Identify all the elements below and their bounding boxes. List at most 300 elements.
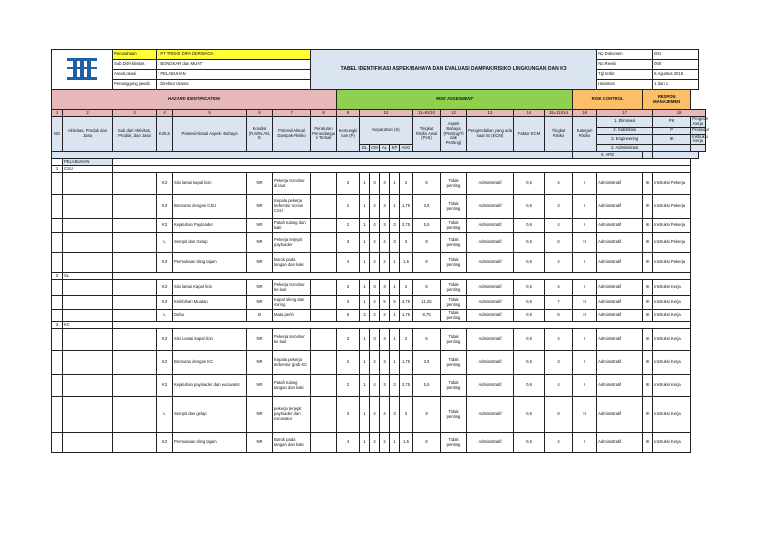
keparahan-dl-cell: 2 bbox=[360, 310, 370, 322]
col-header-peraturan: Peraturan Perundanga n Terkait bbox=[311, 117, 337, 152]
col-header-pengendalian: Pengendalian yang ada saat ini (ECM) bbox=[467, 117, 514, 152]
aspek-cell: Tidak penting bbox=[441, 173, 467, 195]
k3ls-cell: K3 bbox=[157, 351, 173, 375]
respon-code: PK bbox=[653, 117, 691, 128]
empty-cell bbox=[113, 253, 157, 273]
keparahan-cm-cell: 3 bbox=[370, 173, 380, 195]
col-number: 10 bbox=[360, 110, 413, 117]
k3ls-cell: L bbox=[157, 310, 173, 322]
respon-code-cell: IK bbox=[643, 195, 653, 219]
hazard-cell: Debu bbox=[173, 310, 247, 322]
pengendalian-cell: Administratif bbox=[467, 397, 514, 433]
tingkat-awal-cell: 6 bbox=[413, 173, 441, 195]
empty-cell bbox=[52, 433, 63, 453]
respon-code: IK bbox=[653, 134, 691, 145]
empty-cell bbox=[52, 397, 63, 433]
dampak-cell: Mata perih bbox=[273, 310, 311, 322]
keparahan-cm-cell: 2 bbox=[370, 310, 380, 322]
pengendalian-cell: Administratif bbox=[467, 253, 514, 273]
empty-cell bbox=[52, 375, 63, 397]
col-header-tingkat-risiko: Tingkat Risiko bbox=[545, 117, 573, 152]
tingkat-risiko-cell: 4 bbox=[545, 219, 573, 233]
respon-label: Prosedur bbox=[692, 127, 710, 133]
empty-cell bbox=[52, 351, 63, 375]
tingkat-risiko-cell: 3 bbox=[545, 351, 573, 375]
pengendalian-cell: Administratif bbox=[467, 351, 514, 375]
kondisi-cell: NR bbox=[247, 253, 273, 273]
peraturan-cell bbox=[311, 195, 337, 219]
empty-cell bbox=[63, 280, 113, 296]
respon-cell: Instruksi Kerja bbox=[653, 375, 691, 397]
kategori-cell: I bbox=[573, 280, 597, 296]
empty-cell bbox=[63, 375, 113, 397]
kategori-cell: II bbox=[573, 397, 597, 433]
faktor-ecm-cell: 0,6 bbox=[514, 310, 545, 322]
hazard-cell: Sisi lantai kapal licin bbox=[173, 173, 247, 195]
kemungkinan-cell: 3 bbox=[337, 397, 360, 433]
col-number: 5 bbox=[173, 110, 247, 117]
table-row bbox=[52, 173, 706, 195]
table-row bbox=[52, 433, 706, 453]
section-name: CSU bbox=[63, 166, 113, 173]
control-item: 5. APD bbox=[573, 152, 643, 159]
empty-cell bbox=[113, 219, 157, 233]
control-item: 2. Substitusi bbox=[597, 127, 653, 134]
respon-code-cell: IK bbox=[643, 173, 653, 195]
respon-code-cell: IK bbox=[643, 351, 653, 375]
tingkat-risiko-cell: 4 bbox=[545, 280, 573, 296]
tingkat-risiko-cell: 4 bbox=[545, 253, 573, 273]
faktor-ecm-cell: 0,6 bbox=[514, 195, 545, 219]
respon-cell: Instruksi Kerja bbox=[653, 433, 691, 453]
k3ls-cell: L bbox=[157, 397, 173, 433]
pengendalian-cell: Administratif bbox=[467, 375, 514, 397]
table-row bbox=[52, 296, 706, 310]
empty-cell bbox=[113, 159, 691, 166]
empty-cell bbox=[52, 173, 63, 195]
keparahan-dl-cell: 1 bbox=[360, 280, 370, 296]
dampak-cell: Pekerja terjepit payloader bbox=[273, 233, 311, 253]
col-header-faktor-ecm: Faktor ECM bbox=[514, 117, 545, 152]
empty-cell bbox=[113, 195, 157, 219]
col-header-kategori: Kategori Risiko bbox=[573, 117, 597, 152]
doc-meta-label: No.Revisi bbox=[597, 60, 653, 70]
dampak-cell: pekerja terjepit payloader dan excavator bbox=[273, 397, 311, 433]
section-row bbox=[52, 273, 706, 280]
col-number: 2 bbox=[63, 110, 113, 117]
tingkat-awal-cell: 6 bbox=[413, 280, 441, 296]
dampak-cell: Patah tulang dan kaki bbox=[273, 219, 311, 233]
peraturan-cell bbox=[311, 329, 337, 351]
hazard-cell: Benturan dengan KC bbox=[173, 351, 247, 375]
kategori-cell: I bbox=[573, 219, 597, 233]
keparahan-avg-cell: 1,75 bbox=[400, 195, 413, 219]
faktor-ecm-cell: 0,6 bbox=[514, 280, 545, 296]
dampak-cell: Kepala pekerja terbentur screw CSU bbox=[273, 195, 311, 219]
keparahan-cm-cell: 4 bbox=[370, 296, 380, 310]
kategori-cell: I bbox=[573, 375, 597, 397]
col-header-kondisi: Kondisi (R,M/N,AN, E bbox=[247, 117, 273, 152]
kemungkinan-cell: 4 bbox=[337, 253, 360, 273]
empty-cell bbox=[52, 219, 63, 233]
kemungkinan-cell: 2 bbox=[337, 219, 360, 233]
faktor-ecm-cell: 0,6 bbox=[514, 351, 545, 375]
k3ls-cell: K3 bbox=[157, 219, 173, 233]
hazard-cell: Kejatuhan Payloader bbox=[173, 219, 247, 233]
hazard-cell: Sempit dan Gelap bbox=[173, 233, 247, 253]
empty-cell bbox=[52, 310, 63, 322]
table-row bbox=[52, 219, 706, 233]
aspek-cell: Tidak penting bbox=[441, 433, 467, 453]
empty-cell bbox=[52, 195, 63, 219]
keparahan-dl-cell: 1 bbox=[360, 233, 370, 253]
empty-cell bbox=[63, 329, 113, 351]
col-header-dampak: Potensi/Aktual Dampak-Risiko bbox=[273, 117, 311, 152]
company-value: : PELABUHAN bbox=[157, 70, 311, 80]
empty-cell bbox=[113, 280, 157, 296]
kategori-cell: II bbox=[573, 310, 597, 322]
kondisi-cell: NR bbox=[247, 296, 273, 310]
empty-cell bbox=[52, 253, 63, 273]
kondisi-cell: NR bbox=[247, 195, 273, 219]
respon-code bbox=[643, 152, 653, 159]
column-number-row bbox=[52, 110, 706, 117]
hazard-cell: Sisi Lantai kapal licin bbox=[173, 329, 247, 351]
keparahan-al-cell: 3 bbox=[380, 219, 390, 233]
tingkat-awal-cell: 6 bbox=[413, 433, 441, 453]
kemungkinan-cell: 3 bbox=[337, 329, 360, 351]
tingkat-risiko-cell: 7 bbox=[545, 296, 573, 310]
col-header-sub-aktivitas: Sub dari Aktivitas, Produk, dan Jasa bbox=[113, 117, 157, 152]
keparahan-al-cell: 2 bbox=[380, 310, 390, 322]
keparahan-al-cell: 3 bbox=[380, 173, 390, 195]
keparahan-sub: DL bbox=[360, 145, 370, 152]
control-item: 4. Administrasi bbox=[597, 145, 653, 152]
respon-cell: Instruksi Pekerja bbox=[653, 173, 691, 195]
table-row bbox=[52, 253, 706, 273]
empty-cell bbox=[113, 273, 691, 280]
pengendalian-cell: Administratif bbox=[467, 219, 514, 233]
hazard-cell: Benturan dengan CSU bbox=[173, 195, 247, 219]
respon-label bbox=[691, 145, 706, 152]
faktor-ecm-cell: 0,6 bbox=[514, 329, 545, 351]
dampak-cell: Pekerja tercebur di laut bbox=[273, 173, 311, 195]
respon-code bbox=[653, 145, 691, 152]
doc-meta-label: Halaman bbox=[597, 80, 653, 90]
respon-code-cell: IK bbox=[643, 280, 653, 296]
keparahan-kp-cell: 5 bbox=[390, 296, 400, 310]
header-spacer bbox=[52, 152, 573, 159]
k3ls-cell: K3 bbox=[157, 195, 173, 219]
aspek-cell: Tidak penting bbox=[441, 233, 467, 253]
tingkat-risiko-cell: 4 bbox=[545, 173, 573, 195]
col-number: 3 bbox=[113, 110, 157, 117]
keparahan-sub: AVG bbox=[400, 145, 413, 152]
tingkat-awal-cell: 5,5 bbox=[413, 375, 441, 397]
keparahan-cm-cell: 4 bbox=[370, 219, 380, 233]
respon-cell: Instruksi Pekerja bbox=[653, 233, 691, 253]
kategori-cell: I bbox=[573, 351, 597, 375]
keparahan-al-cell: 3 bbox=[380, 351, 390, 375]
kondisi-cell: NR bbox=[247, 173, 273, 195]
aspek-cell: Tidak penting bbox=[441, 329, 467, 351]
col-header-kemungkinan: Kemungki nan (P) bbox=[337, 117, 360, 152]
aspek-cell: Tidak penting bbox=[441, 375, 467, 397]
kondisi-cell: NR bbox=[247, 329, 273, 351]
tingkat-awal-cell: 6 bbox=[413, 329, 441, 351]
keparahan-avg-cell: 3 bbox=[400, 397, 413, 433]
k3ls-cell: K3 bbox=[157, 375, 173, 397]
keparahan-cm-cell: 4 bbox=[370, 375, 380, 397]
section-number: 2 bbox=[52, 273, 63, 280]
empty-cell bbox=[52, 280, 63, 296]
empty-cell bbox=[113, 233, 157, 253]
faktor-ecm-cell: 0,6 bbox=[514, 375, 545, 397]
col-header-aktivitas: Aktivitas, Produk dan Jasa bbox=[63, 117, 113, 152]
empty-cell bbox=[63, 310, 113, 322]
keparahan-avg-cell: 2 bbox=[400, 280, 413, 296]
kemungkinan-cell: 2 bbox=[337, 375, 360, 397]
risk-control-cell: Administratif bbox=[597, 433, 643, 453]
kemungkinan-cell: 3 bbox=[337, 233, 360, 253]
aspek-cell: Tidak penting bbox=[441, 253, 467, 273]
aspek-cell: Tidak penting bbox=[441, 351, 467, 375]
hira-sheet bbox=[51, 49, 710, 453]
risk-control-cell: Administratif bbox=[597, 296, 643, 310]
respon-code-cell: IK bbox=[643, 253, 653, 273]
keparahan-cm-cell: 2 bbox=[370, 195, 380, 219]
keparahan-avg-cell: 2,75 bbox=[400, 219, 413, 233]
kategori-cell: I bbox=[573, 195, 597, 219]
table-row bbox=[52, 195, 706, 219]
keparahan-kp-cell: 1 bbox=[390, 195, 400, 219]
col-number: 7 bbox=[273, 110, 311, 117]
keparahan-dl-cell: 1 bbox=[360, 173, 370, 195]
k3ls-cell: K3 bbox=[157, 296, 173, 310]
peraturan-cell bbox=[311, 433, 337, 453]
k3ls-cell: K3 bbox=[157, 173, 173, 195]
col-number: 4 bbox=[157, 110, 173, 117]
risk-control-cell: Administratif bbox=[597, 195, 643, 219]
tingkat-awal-cell: 3,5 bbox=[413, 351, 441, 375]
keparahan-dl-cell: 1 bbox=[360, 253, 370, 273]
empty-cell bbox=[52, 329, 63, 351]
table-row bbox=[52, 351, 706, 375]
company-logo-icon bbox=[65, 54, 99, 84]
keparahan-kp-cell: 1 bbox=[390, 280, 400, 296]
col-number: 16 bbox=[573, 110, 597, 117]
keparahan-cm-cell: 3 bbox=[370, 280, 380, 296]
empty-cell bbox=[63, 219, 113, 233]
pengendalian-cell: Administratif bbox=[467, 296, 514, 310]
respon-cell: Instruksi Pekerja bbox=[653, 195, 691, 219]
empty-cell bbox=[113, 173, 157, 195]
keparahan-sub: AL bbox=[380, 145, 390, 152]
col-header-aspek: Aspek Bahaya (Penting/Ti dak Penting) bbox=[441, 117, 467, 152]
kemungkinan-cell: 5 bbox=[337, 310, 360, 322]
col-number: 17 bbox=[597, 110, 653, 117]
faktor-ecm-cell: 0,6 bbox=[514, 296, 545, 310]
company-label: Area/Lokasi bbox=[113, 70, 157, 80]
respon-label: Program Kerja bbox=[692, 116, 709, 126]
risk-control-cell: Administratif bbox=[597, 310, 643, 322]
dampak-cell: Borok pada tangan dan kaki bbox=[273, 253, 311, 273]
peraturan-cell bbox=[311, 280, 337, 296]
hira-body bbox=[52, 159, 706, 453]
col-number: 11=9X10 bbox=[413, 110, 441, 117]
dampak-cell: Borok pada tangan dan kaki bbox=[273, 433, 311, 453]
empty-cell bbox=[113, 351, 157, 375]
pengendalian-cell: Administratif bbox=[467, 233, 514, 253]
keparahan-al-cell: 3 bbox=[380, 280, 390, 296]
kemungkinan-cell: 3 bbox=[337, 173, 360, 195]
keparahan-cm-cell: 2 bbox=[370, 351, 380, 375]
risk-control-cell: Administratif bbox=[597, 280, 643, 296]
keparahan-dl-cell: 1 bbox=[360, 329, 370, 351]
tingkat-awal-cell: 8,75 bbox=[413, 310, 441, 322]
risk-control-cell: Administratif bbox=[597, 397, 643, 433]
kategori-cell: I bbox=[573, 433, 597, 453]
kemungkinan-cell: 4 bbox=[337, 433, 360, 453]
doc-meta-value: 001 bbox=[653, 50, 698, 60]
keparahan-cm-cell: 2 bbox=[370, 433, 380, 453]
risk-control-band: RISK CONTROL bbox=[573, 90, 643, 110]
tingkat-risiko-cell: 6 bbox=[545, 233, 573, 253]
col-number: 14 bbox=[514, 110, 545, 117]
risk-assessment-band: RISK ASSESMENT bbox=[337, 90, 573, 110]
peraturan-cell bbox=[311, 296, 337, 310]
respon-code: P bbox=[653, 127, 691, 134]
respon-cell: Instruksi Kerja bbox=[653, 329, 691, 351]
respon-code-cell: IK bbox=[643, 310, 653, 322]
col-number: 12 bbox=[441, 110, 467, 117]
keparahan-cm-cell: 4 bbox=[370, 233, 380, 253]
tingkat-awal-cell: 11,25 bbox=[413, 296, 441, 310]
peraturan-cell bbox=[311, 233, 337, 253]
keparahan-kp-cell: 1 bbox=[390, 310, 400, 322]
respon-code-cell: IK bbox=[643, 397, 653, 433]
risk-control-cell: Administratif bbox=[597, 351, 643, 375]
empty-cell bbox=[113, 166, 691, 173]
empty-cell bbox=[52, 233, 63, 253]
col-number: 1 bbox=[52, 110, 63, 117]
tingkat-risiko-cell: 4 bbox=[545, 375, 573, 397]
tingkat-awal-cell: 3,5 bbox=[413, 195, 441, 219]
doc-meta-value: 6 Agustus 2018 bbox=[653, 70, 698, 80]
keparahan-avg-cell: 3,75 bbox=[400, 296, 413, 310]
tingkat-awal-cell: 6 bbox=[413, 253, 441, 273]
section-number: 3 bbox=[52, 322, 63, 329]
col-number: 6 bbox=[247, 110, 273, 117]
keparahan-dl-cell: 1 bbox=[360, 351, 370, 375]
empty-cell bbox=[113, 329, 157, 351]
keparahan-dl-cell: 1 bbox=[360, 433, 370, 453]
company-label: Sub.Dit/Aktivitas bbox=[113, 60, 157, 70]
table-row bbox=[52, 280, 706, 296]
tingkat-awal-cell: 9 bbox=[413, 397, 441, 433]
activity-row bbox=[52, 159, 706, 166]
kondisi-cell: NR bbox=[247, 280, 273, 296]
respon-label bbox=[653, 152, 698, 159]
aspek-cell: Tidak penting bbox=[441, 195, 467, 219]
keparahan-dl-cell: 1 bbox=[360, 397, 370, 433]
keparahan-kp-cell: 3 bbox=[390, 375, 400, 397]
kondisi-cell: B bbox=[247, 310, 273, 322]
tingkat-risiko-cell: 6 bbox=[545, 310, 573, 322]
table-row bbox=[52, 375, 706, 397]
keparahan-al-cell: 4 bbox=[380, 233, 390, 253]
keparahan-al-cell: 3 bbox=[380, 195, 390, 219]
pengendalian-cell: Administratif bbox=[467, 195, 514, 219]
kondisi-cell: NR bbox=[247, 433, 273, 453]
faktor-ecm-cell: 0,6 bbox=[514, 233, 545, 253]
col-header-keparahan: Keparahan (S) bbox=[360, 117, 413, 145]
keparahan-al-cell: 4 bbox=[380, 397, 390, 433]
pengendalian-cell: Administratif bbox=[467, 280, 514, 296]
respon-cell: Instruksi Kerja bbox=[653, 310, 691, 322]
respon-code-cell: IK bbox=[643, 329, 653, 351]
empty-cell bbox=[113, 296, 157, 310]
empty-cell bbox=[63, 296, 113, 310]
keparahan-al-cell: 3 bbox=[380, 329, 390, 351]
section-name: SL bbox=[63, 273, 113, 280]
kondisi-cell: NR bbox=[247, 351, 273, 375]
keparahan-avg-cell: 2 bbox=[400, 173, 413, 195]
tingkat-risiko-cell: 6 bbox=[545, 397, 573, 433]
kondisi-cell: NR bbox=[247, 233, 273, 253]
empty-cell bbox=[63, 351, 113, 375]
respon-cell: Instruksi Kerja bbox=[653, 296, 691, 310]
kemungkinan-cell: 3 bbox=[337, 280, 360, 296]
faktor-ecm-cell: 0,6 bbox=[514, 219, 545, 233]
risk-control-cell: Administratif bbox=[597, 375, 643, 397]
dampak-cell: Patah tulang tangan dan kaki bbox=[273, 375, 311, 397]
col-number: 8 bbox=[311, 110, 337, 117]
empty-cell bbox=[63, 173, 113, 195]
kondisi-cell: NR bbox=[247, 375, 273, 397]
table-row bbox=[52, 397, 706, 433]
empty-cell bbox=[63, 433, 113, 453]
doc-meta-label: No Dokumen bbox=[597, 50, 653, 60]
respon-cell: Instruksi Pekerja bbox=[653, 253, 691, 273]
empty-cell bbox=[52, 296, 63, 310]
k3ls-cell: K3 bbox=[157, 253, 173, 273]
table-row bbox=[52, 329, 706, 351]
hazard-cell: Kejatuhan payloader dan excavator bbox=[173, 375, 247, 397]
activity-label: PELABUHAN bbox=[63, 159, 113, 166]
respon-code-cell: IK bbox=[643, 219, 653, 233]
kemungkinan-cell: 2 bbox=[337, 195, 360, 219]
kategori-cell: I bbox=[573, 329, 597, 351]
keparahan-sub: KP bbox=[390, 145, 400, 152]
risk-control-cell: Administratif bbox=[597, 219, 643, 233]
respon-code-cell: IK bbox=[643, 233, 653, 253]
company-value: : BONGKAR dan MUAT bbox=[157, 60, 311, 70]
risk-control-cell: Administratif bbox=[597, 173, 643, 195]
keparahan-avg-cell: 1,75 bbox=[400, 351, 413, 375]
section-number: 1 bbox=[52, 166, 63, 173]
hazard-cell: Permukaan sling tajam bbox=[173, 253, 247, 273]
keparahan-kp-cell: 1 bbox=[390, 351, 400, 375]
respon-cell: Instruksi Kerja bbox=[653, 280, 691, 296]
empty-cell bbox=[113, 310, 157, 322]
kategori-cell: I bbox=[573, 253, 597, 273]
document-header bbox=[52, 50, 710, 159]
control-item: 3. Engineering bbox=[597, 134, 653, 145]
section-row bbox=[52, 166, 706, 173]
peraturan-cell bbox=[311, 310, 337, 322]
kategori-cell: II bbox=[573, 233, 597, 253]
